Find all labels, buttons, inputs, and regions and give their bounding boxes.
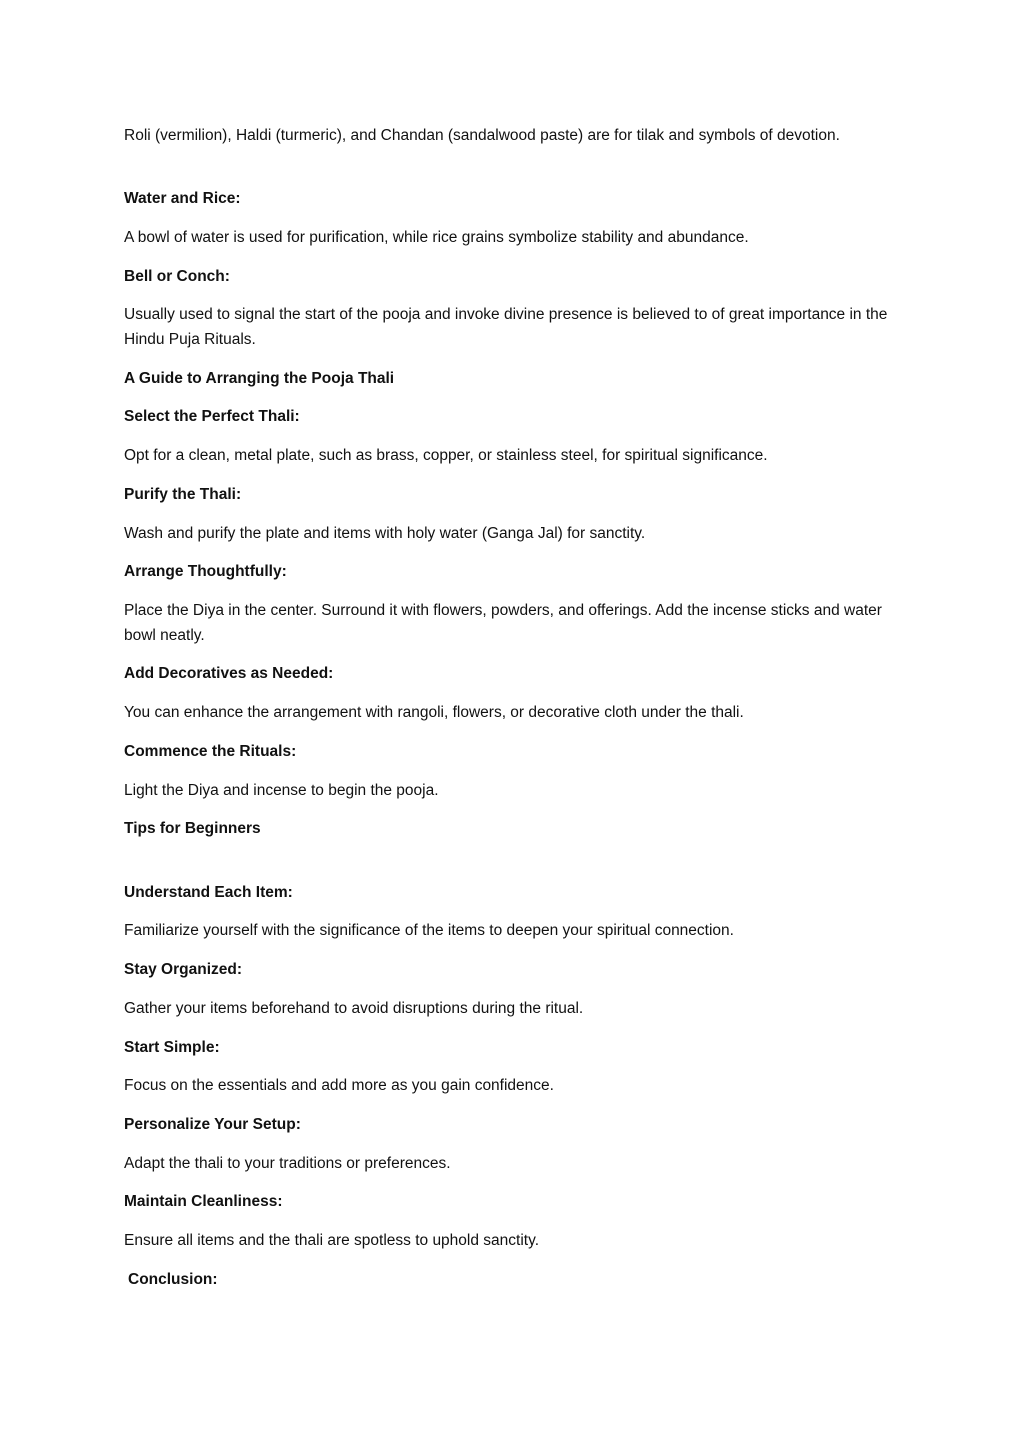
- heading-conclusion: Conclusion:: [128, 1271, 218, 1288]
- paragraph-water-and-rice: A bowl of water is used for purification, while rice grains symbolize stability and abundance.: [124, 229, 749, 246]
- paragraph-personalize-setup: Adapt the thali to your traditions or preferences.: [124, 1155, 451, 1172]
- heading-tips-for-beginners: Tips for Beginners: [124, 820, 261, 837]
- heading-understand-each-item: Understand Each Item:: [124, 884, 293, 901]
- heading-water-and-rice: Water and Rice:: [124, 190, 241, 207]
- paragraph-purify-thali: Wash and purify the plate and items with holy water (Ganga Jal) for sanctity.: [124, 525, 646, 542]
- heading-select-perfect-thali: Select the Perfect Thali:: [124, 408, 300, 425]
- paragraph-select-perfect-thali: Opt for a clean, metal plate, such as brass, copper, or stainless steel, for spiritual significance.: [124, 447, 768, 464]
- paragraph-maintain-cleanliness: Ensure all items and the thali are spotless to uphold sanctity.: [124, 1232, 539, 1249]
- heading-guide-arranging-thali: A Guide to Arranging the Pooja Thali: [124, 370, 395, 387]
- heading-maintain-cleanliness: Maintain Cleanliness:: [124, 1193, 283, 1210]
- heading-commence-rituals: Commence the Rituals:: [124, 743, 297, 760]
- paragraph-add-decoratives: You can enhance the arrangement with rangoli, flowers, or decorative cloth under the thali.: [124, 704, 744, 721]
- heading-stay-organized: Stay Organized:: [124, 961, 242, 978]
- heading-bell-or-conch: Bell or Conch:: [124, 268, 230, 285]
- paragraph-start-simple: Focus on the essentials and add more as you gain confidence.: [124, 1077, 554, 1094]
- paragraph-arrange-thoughtfully: Place the Diya in the center. Surround it with flowers, powders, and offerings. Add the incense sticks and water bowl neatly.: [124, 602, 882, 644]
- paragraph-understand-each-item: Familiarize yourself with the significance of the items to deepen your spiritual connection.: [124, 922, 734, 939]
- paragraph-roli-haldi-chandan: Roli (vermilion), Haldi (turmeric), and Chandan (sandalwood paste) are for tilak and symbols of devotion.: [124, 127, 840, 144]
- paragraph-bell-or-conch: Usually used to signal the start of the pooja and invoke divine presence is believed to of great importance in the Hindu Puja Rituals.: [124, 306, 888, 348]
- paragraph-stay-organized: Gather your items beforehand to avoid disruptions during the ritual.: [124, 1000, 584, 1017]
- paragraph-commence-rituals: Light the Diya and incense to begin the pooja.: [124, 782, 439, 799]
- heading-start-simple: Start Simple:: [124, 1039, 220, 1056]
- heading-purify-thali: Purify the Thali:: [124, 486, 242, 503]
- heading-arrange-thoughtfully: Arrange Thoughtfully:: [124, 563, 287, 580]
- heading-add-decoratives: Add Decoratives as Needed:: [124, 665, 334, 682]
- heading-personalize-setup: Personalize Your Setup:: [124, 1116, 301, 1133]
